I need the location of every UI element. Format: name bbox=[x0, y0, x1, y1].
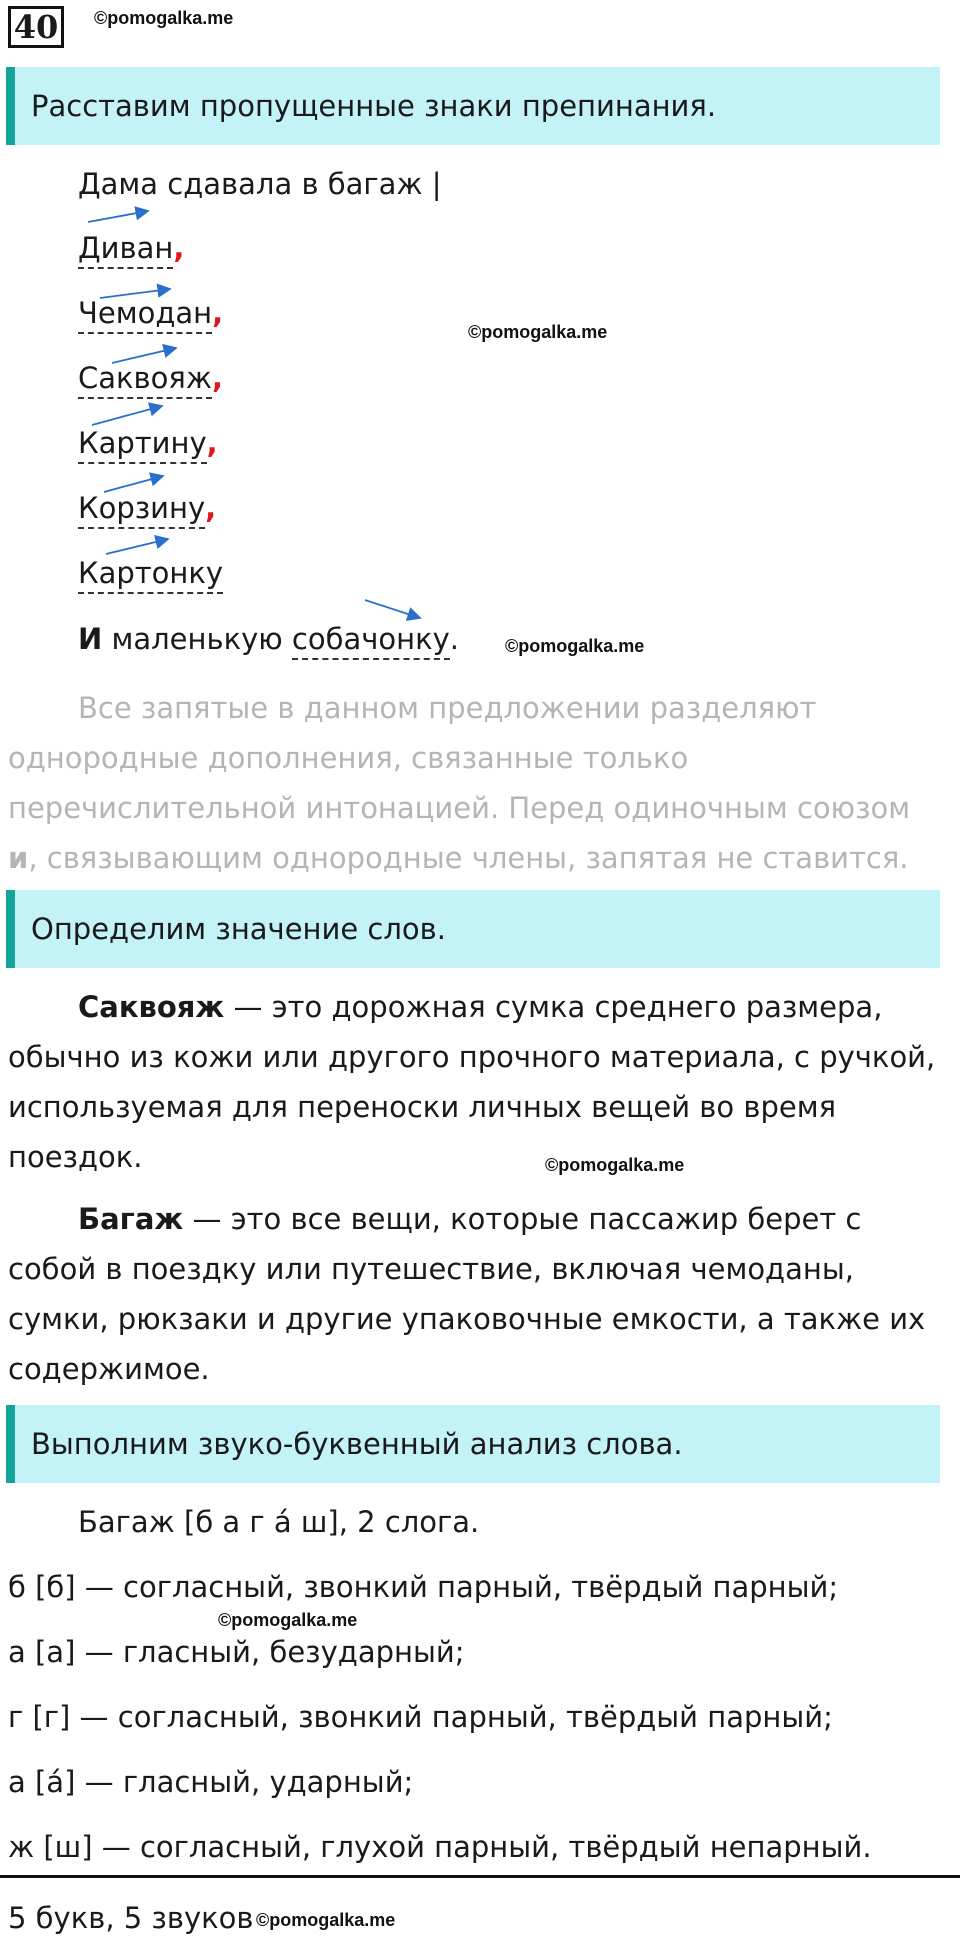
homogeneous-member: Корзину bbox=[78, 491, 205, 529]
arrow-icon bbox=[100, 289, 170, 298]
task-number: 40 bbox=[8, 6, 64, 48]
period: . bbox=[449, 622, 459, 656]
watermark: ©pomogalka.me bbox=[468, 322, 608, 342]
conjunction: и bbox=[8, 841, 29, 875]
comma-mark: , bbox=[206, 426, 218, 460]
phonetic-intro: Багаж [б а г а́ ш], 2 слога. bbox=[78, 1505, 480, 1539]
comma-mark: , bbox=[212, 296, 224, 330]
summary: 5 букв, 5 звуков bbox=[8, 1901, 254, 1935]
heading-text: Определим значение слов. bbox=[31, 912, 446, 946]
sound-line: б [б] — согласный, звонкий парный, твёрдый парный; bbox=[8, 1570, 839, 1604]
sound-line: ж [ш] — согласный, глухой парный, твёрдый непарный. bbox=[8, 1830, 872, 1864]
comma-mark: , bbox=[173, 231, 185, 265]
heading-text: Расставим пропущенные знаки препинания. bbox=[31, 89, 717, 123]
term: Саквояж bbox=[78, 990, 225, 1024]
sentence-line-1: Дама сдавала в багаж | bbox=[78, 167, 442, 201]
conjunction: И bbox=[78, 622, 103, 656]
arrow-icon bbox=[106, 539, 168, 554]
arrows-layer bbox=[0, 0, 960, 700]
watermark: ©pomogalka.me bbox=[94, 8, 234, 28]
homogeneous-member: Картину bbox=[78, 426, 207, 464]
comma-mark: , bbox=[205, 491, 217, 525]
heading-text: Выполним звуко-буквенный анализ слова. bbox=[31, 1427, 683, 1461]
homogeneous-member: Чемодан bbox=[78, 296, 212, 334]
section-heading-definitions bbox=[6, 890, 940, 968]
watermark: ©pomogalka.me bbox=[505, 636, 645, 656]
comma-mark: , bbox=[211, 361, 223, 395]
sound-line: а [а́] — гласный, ударный; bbox=[8, 1765, 414, 1799]
definition-paragraph bbox=[8, 1194, 938, 1394]
watermark: ©pomogalka.me bbox=[256, 1910, 396, 1930]
arrow-icon bbox=[365, 600, 420, 618]
sound-line: г [г] — согласный, звонкий парный, твёрдый парный; bbox=[8, 1700, 833, 1734]
arrow-icon bbox=[92, 406, 162, 425]
watermark: ©pomogalka.me bbox=[218, 1610, 358, 1630]
homogeneous-member: Картонку bbox=[78, 556, 223, 594]
arrow-icon bbox=[88, 211, 148, 222]
explanation-text: Все запятые в данном предложении разделяют однородные дополнения, связанные только перечислительной интонацией. Перед одиночным союзом bbox=[8, 691, 911, 825]
section-heading-phonetic bbox=[6, 1405, 940, 1483]
definition-text: — это все вещи, которые пассажир берет с собой в поездку или путешествие, включая чемоданы, сумки, рюкзаки и другие упаковочные емкости, а также их содержимое. bbox=[8, 1202, 926, 1386]
term: Багаж bbox=[78, 1202, 184, 1236]
explanation-text: , связывающим однородные члены, запятая не ставится. bbox=[28, 841, 909, 875]
word: маленькую bbox=[102, 622, 292, 656]
definition-text: — это дорожная сумка среднего размера, обычно из кожи или другого прочного материала, с ручкой, используемая для переноски личных вещей во время поездок. bbox=[8, 990, 936, 1174]
homogeneous-member: собачонку bbox=[292, 622, 450, 660]
explanation-paragraph bbox=[8, 683, 938, 883]
arrow-icon bbox=[104, 476, 163, 492]
sound-line: а [а] — гласный, безударный; bbox=[8, 1635, 465, 1669]
watermark: ©pomogalka.me bbox=[545, 1155, 685, 1175]
homogeneous-member: Диван bbox=[78, 231, 173, 269]
definition-paragraph bbox=[8, 982, 938, 1182]
divider bbox=[0, 1875, 960, 1878]
homogeneous-member: Саквояж bbox=[78, 361, 212, 399]
arrow-icon bbox=[112, 348, 176, 363]
